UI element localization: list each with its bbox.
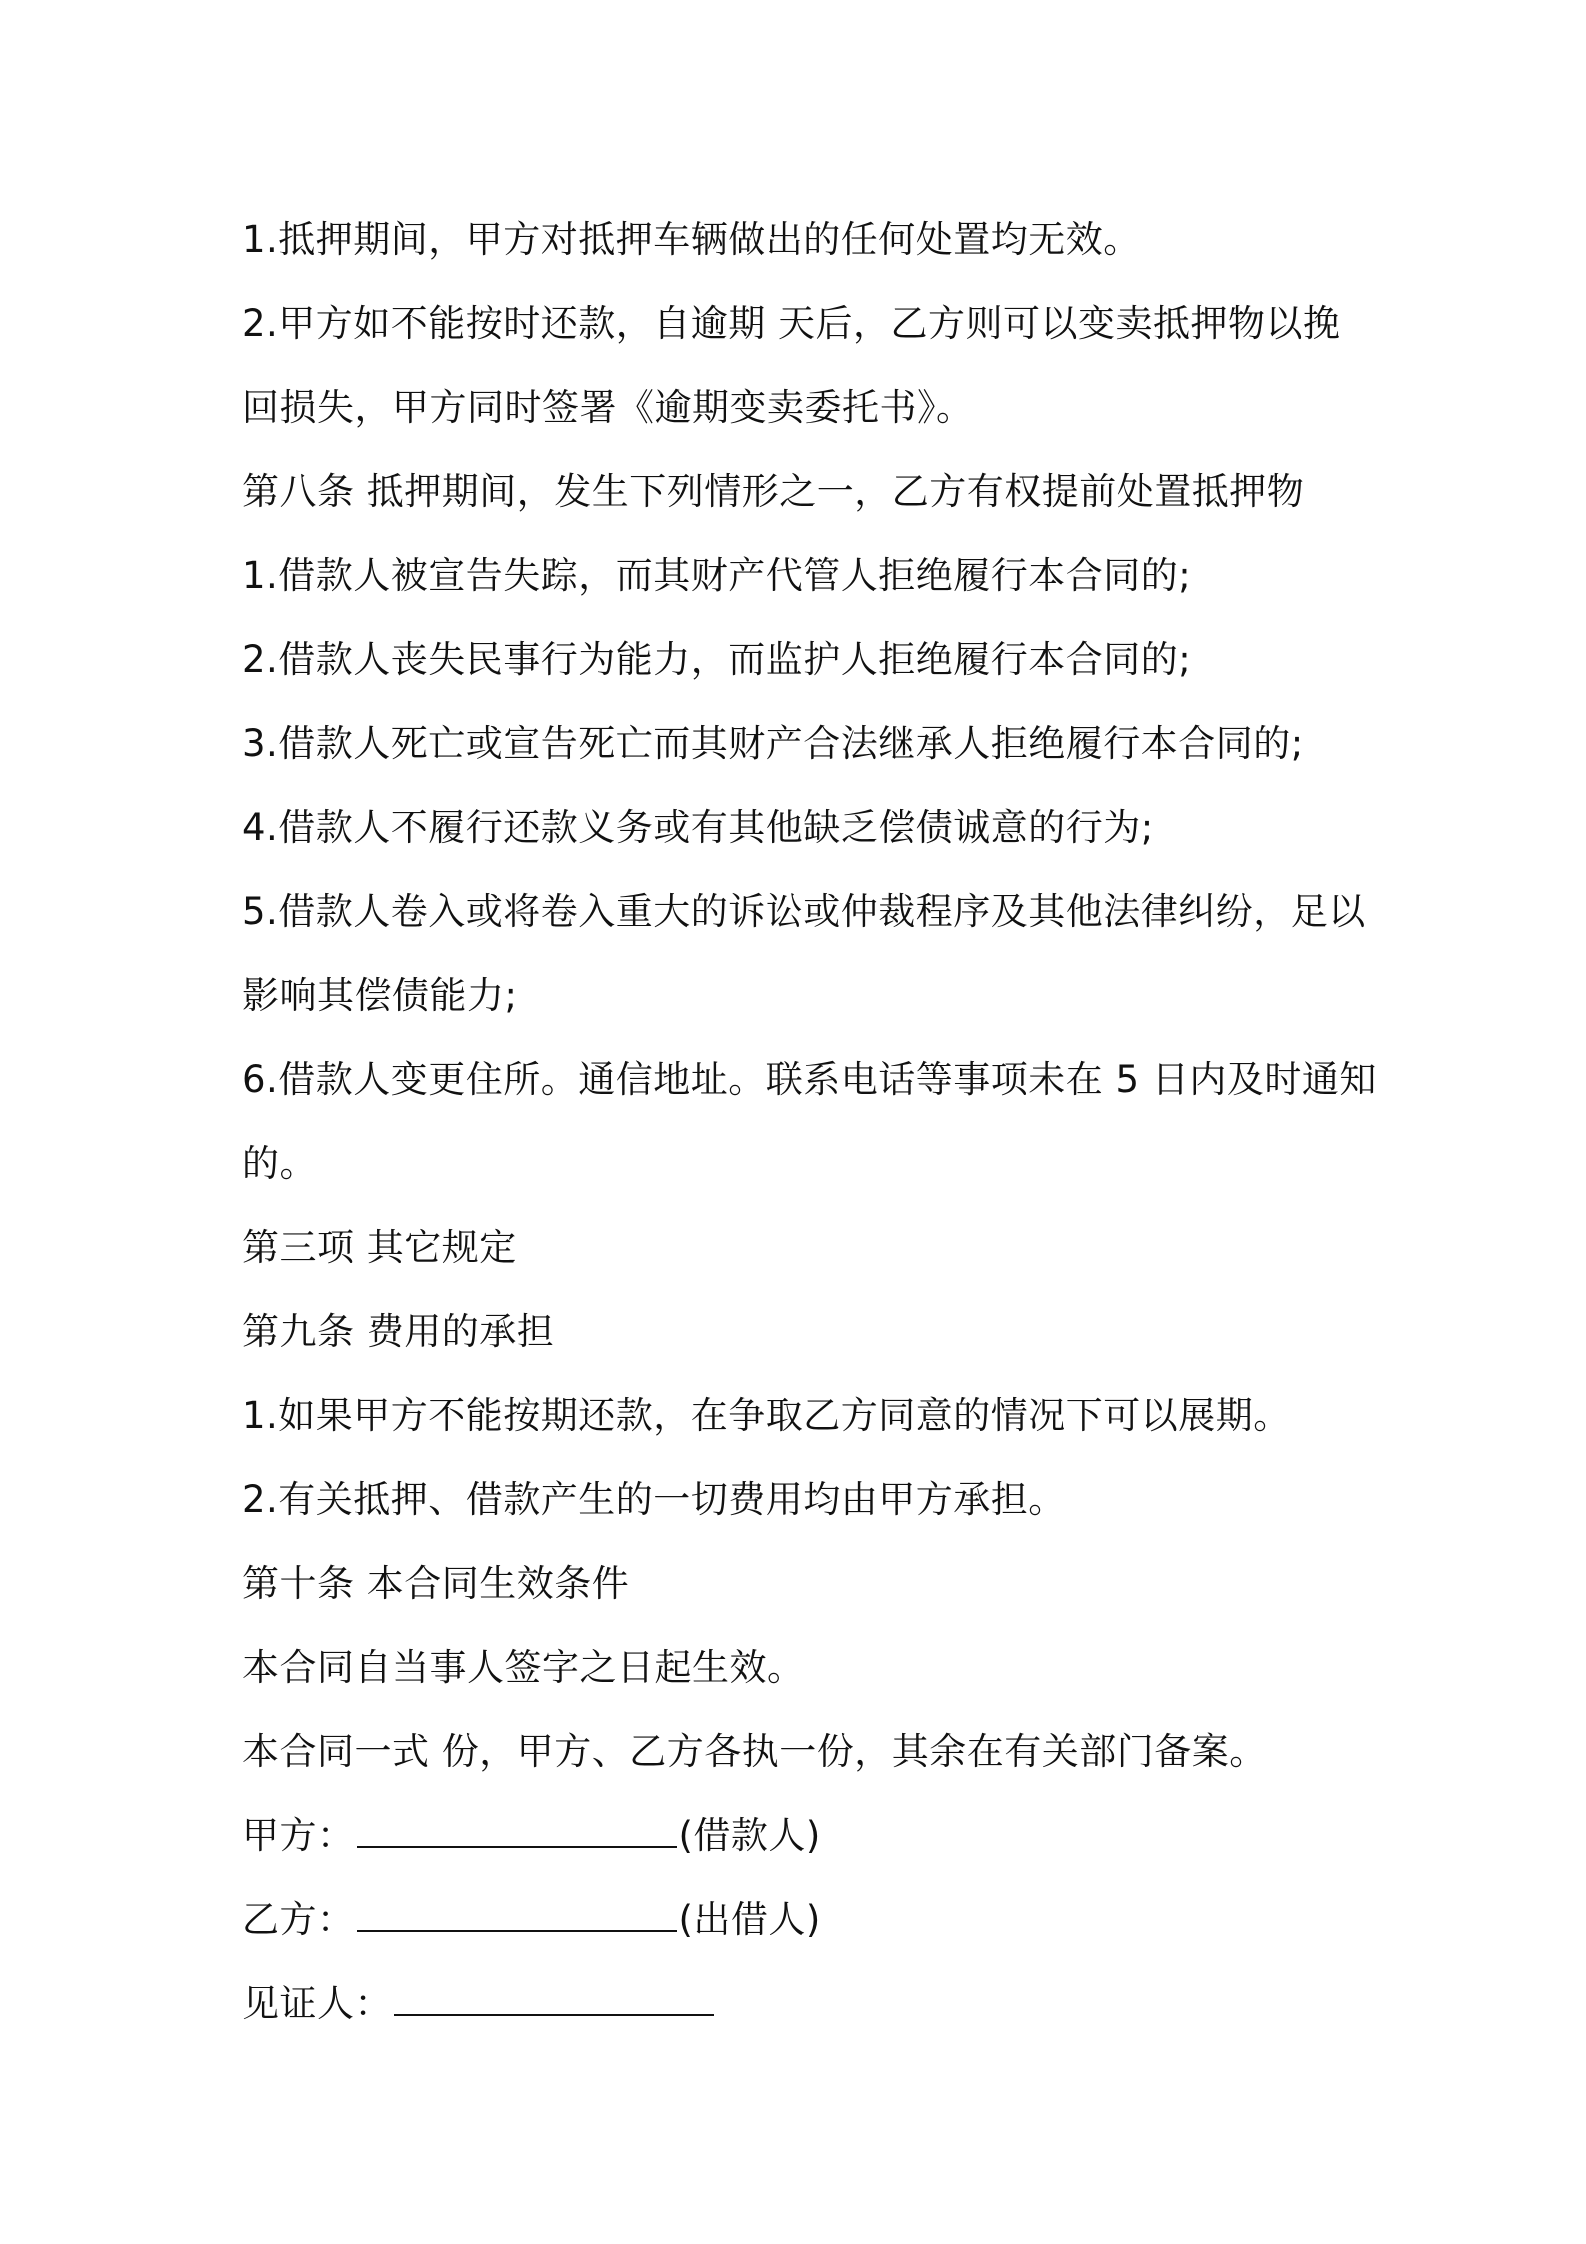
text-line: 影响其偿债能力; xyxy=(242,974,518,1017)
text-line: 3.借款人死亡或宣告死亡而其财产合法继承人拒绝履行本合同的; xyxy=(242,722,1304,765)
party-b-signature-line xyxy=(242,1878,1372,1962)
text-line: 2.借款人丧失民事行为能力，而监护人拒绝履行本合同的; xyxy=(242,638,1192,681)
witness-signature-line xyxy=(242,1962,1372,2046)
party-a-signature-line xyxy=(242,1794,1372,1878)
text-line: 2.有关抵押、借款产生的一切费用均由甲方承担。 xyxy=(242,1478,1066,1521)
party-a-role: (借款人) xyxy=(678,1814,821,1857)
party-a-label: 甲方： xyxy=(242,1814,355,1857)
text-line: 2.甲方如不能按时还款，自逾期 天后，乙方则可以变卖抵押物以挽 xyxy=(242,302,1341,345)
text-line: 5.借款人卷入或将卷入重大的诉讼或仲裁程序及其他法律纠纷，足以 xyxy=(242,890,1366,933)
text-line: 4.借款人不履行还款义务或有其他缺乏偿债诚意的行为; xyxy=(242,806,1154,849)
text-line: 1.如果甲方不能按期还款，在争取乙方同意的情况下可以展期。 xyxy=(242,1394,1291,1437)
witness-label: 见证人： xyxy=(242,1982,392,2025)
text-line: 6.借款人变更住所。通信地址。联系电话等事项未在 5 日内及时通知 xyxy=(242,1058,1377,1101)
party-b-signature-blank[interactable] xyxy=(357,1900,677,1932)
text-line: 本合同自当事人签字之日起生效。 xyxy=(242,1646,805,1689)
text-line: 回损失，甲方同时签署《逾期变卖委托书》。 xyxy=(242,386,974,429)
text-line: 1.抵押期间，甲方对抵押车辆做出的任何处置均无效。 xyxy=(242,218,1141,261)
article-heading: 第九条 费用的承担 xyxy=(242,1310,555,1353)
text-line: 本合同一式 份，甲方、乙方各执一份，其余在有关部门备案。 xyxy=(242,1730,1267,1773)
text-line: 1.借款人被宣告失踪，而其财产代管人拒绝履行本合同的; xyxy=(242,554,1192,597)
article-heading: 第八条 抵押期间，发生下列情形之一，乙方有权提前处置抵押物 xyxy=(242,470,1305,513)
section-heading: 第三项 其它规定 xyxy=(242,1226,517,1269)
document-body xyxy=(242,198,1377,2046)
party-a-signature-blank[interactable] xyxy=(357,1816,677,1848)
article-heading: 第十条 本合同生效条件 xyxy=(242,1562,630,1605)
witness-signature-blank[interactable] xyxy=(394,1984,714,2016)
party-b-role: (出借人) xyxy=(678,1898,821,1941)
text-line: 的。 xyxy=(242,1142,317,1185)
party-b-label: 乙方： xyxy=(242,1898,355,1941)
